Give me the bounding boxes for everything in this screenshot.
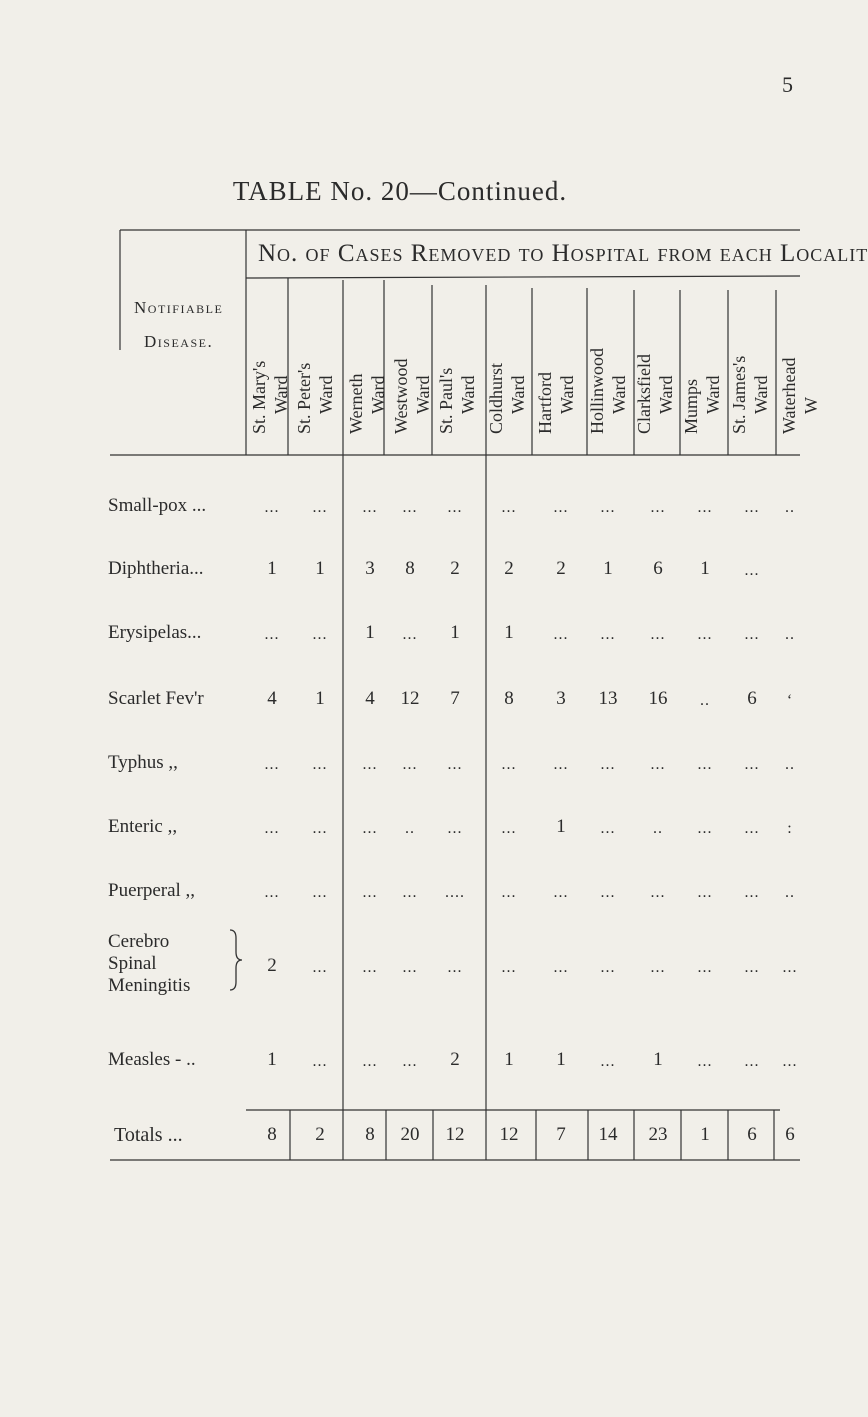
- table-cell: ...: [447, 756, 463, 773]
- table-cell: 12: [445, 1124, 465, 1145]
- table-cell: 12: [400, 688, 420, 709]
- column-header-name: St. Paul's: [436, 367, 456, 434]
- table-cell: ...: [402, 1053, 418, 1070]
- column-header: [586, 278, 631, 438]
- column-header-suffix: Ward: [413, 375, 433, 414]
- table-cell: ...: [553, 626, 569, 643]
- table-cell: ...: [600, 820, 616, 837]
- table-cell: 1: [315, 558, 325, 579]
- column-header-name: Werneth: [346, 373, 366, 434]
- table-cell: ...: [744, 820, 760, 837]
- brace-icon: [230, 930, 242, 990]
- column-header-suffix: Ward: [751, 375, 771, 414]
- column-header-name: St. James's: [729, 355, 749, 434]
- cerebro-label: Cerebro: [108, 931, 170, 952]
- table-cell: ...: [312, 1053, 328, 1070]
- table-cell: ...: [312, 884, 328, 901]
- header-group-title: No. of Cases Removed to Hospital from each Localit: [258, 240, 868, 267]
- table-cell: ...: [697, 959, 713, 976]
- table-cell: 4: [365, 688, 375, 709]
- table-cell: ...: [264, 626, 280, 643]
- table-cell: ...: [650, 959, 666, 976]
- disease-header-line1: Notifiable: [134, 298, 224, 317]
- table-cell: ...: [600, 884, 616, 901]
- table-cell: 8: [405, 558, 415, 579]
- column-header: [728, 278, 776, 438]
- table-cell: ...: [650, 884, 666, 901]
- table-cell: ...: [501, 499, 517, 516]
- table-cell: 1: [556, 816, 566, 837]
- row-label: Erysipelas...: [108, 622, 202, 643]
- table-cell: ...: [264, 499, 280, 516]
- table-cell: ...: [501, 756, 517, 773]
- table-cell: ...: [600, 1053, 616, 1070]
- table-cell: ...: [362, 884, 378, 901]
- table-cell: :: [787, 820, 793, 837]
- table-cell: ...: [362, 1053, 378, 1070]
- table-cell: 8: [267, 1124, 277, 1145]
- table-cell: 23: [648, 1124, 668, 1145]
- table-cell: ..: [405, 820, 415, 837]
- table-cell: ...: [697, 756, 713, 773]
- table-cell: ...: [553, 499, 569, 516]
- table-cell: ...: [697, 499, 713, 516]
- table-cell: ...: [600, 756, 616, 773]
- column-header-name: Westwood: [391, 358, 411, 434]
- table-cell: 3: [556, 688, 566, 709]
- column-header-suffix: Ward: [703, 375, 723, 414]
- table-cell: ..: [700, 692, 710, 709]
- table-cell: ..: [785, 499, 795, 516]
- column-header-suffix: Ward: [458, 375, 478, 414]
- column-header: [778, 278, 821, 438]
- table-cell: ...: [553, 756, 569, 773]
- table-cell: ...: [697, 884, 713, 901]
- table-cell: ...: [744, 626, 760, 643]
- table-title: TABLE No. 20—Continued.: [232, 176, 568, 206]
- table-cell: 6: [747, 688, 757, 709]
- table-cell: ...: [697, 626, 713, 643]
- table-cell: 1: [504, 622, 514, 643]
- column-header: [345, 278, 388, 438]
- table-cell: 2: [504, 558, 514, 579]
- table-cell: ...: [650, 626, 666, 643]
- table-cell: ..: [653, 820, 663, 837]
- table-cell: ...: [312, 820, 328, 837]
- table-cell: 1: [653, 1049, 663, 1070]
- table-cell: 7: [450, 688, 460, 709]
- table-cell: ....: [445, 884, 465, 901]
- table-cell: ...: [402, 959, 418, 976]
- table-cell: ...: [744, 499, 760, 516]
- table-cell: ...: [362, 820, 378, 837]
- cerebro-label: Spinal: [108, 953, 157, 974]
- table-cell: 1: [700, 1124, 710, 1145]
- column-header-suffix: Ward: [271, 375, 291, 414]
- cerebro-label: Meningitis: [108, 975, 191, 996]
- table-cell: ...: [264, 820, 280, 837]
- table-cell: 1: [267, 1049, 277, 1070]
- table-cell: ..: [785, 626, 795, 643]
- table-cell: 7: [556, 1124, 566, 1145]
- table-cell: ...: [402, 626, 418, 643]
- column-header: [248, 278, 291, 438]
- table-cell: 3: [365, 558, 375, 579]
- column-header: [485, 278, 532, 438]
- row-label: Enteric ,,: [108, 816, 178, 837]
- table-cell: 2: [315, 1124, 325, 1145]
- column-header-name: Clarksfield: [634, 354, 654, 434]
- table-cell: ...: [553, 959, 569, 976]
- table-cell: ...: [782, 959, 798, 976]
- row-label: Puerperal ,,: [108, 880, 196, 901]
- table-cell: 20: [400, 1124, 420, 1145]
- column-header: [633, 278, 678, 438]
- table-cell: ...: [402, 756, 418, 773]
- column-header: [435, 278, 483, 438]
- table-cell: 2: [556, 558, 566, 579]
- table-cell: ...: [744, 756, 760, 773]
- column-header-suffix: Ward: [557, 375, 577, 414]
- table-cell: ...: [362, 756, 378, 773]
- table-cell: 1: [603, 558, 613, 579]
- column-header-suffix: W: [801, 397, 821, 414]
- table-cell: ...: [447, 820, 463, 837]
- table-cell: ...: [744, 1053, 760, 1070]
- disease-header-line2: Disease.: [144, 332, 214, 351]
- table-cell: ...: [501, 820, 517, 837]
- table-cell: ..: [785, 884, 795, 901]
- column-header-suffix: Ward: [316, 375, 336, 414]
- table-cell: ...: [402, 884, 418, 901]
- table-cell: ...: [744, 959, 760, 976]
- table-cell: 1: [700, 558, 710, 579]
- table-cell: ...: [501, 959, 517, 976]
- table-cell: 12: [499, 1124, 519, 1145]
- table-cell: ...: [402, 499, 418, 516]
- column-header-name: St. Peter's: [294, 362, 314, 434]
- table-cell: ...: [600, 626, 616, 643]
- table-cell: ...: [782, 1053, 798, 1070]
- page-number: 5: [782, 72, 793, 97]
- table-cell: ...: [447, 959, 463, 976]
- table-cell: ...: [600, 959, 616, 976]
- table-cell: ...: [362, 959, 378, 976]
- column-header-suffix: Ward: [656, 375, 676, 414]
- column-header-name: Mumps: [681, 378, 701, 434]
- table-cell: 2: [267, 955, 277, 976]
- row-label: Scarlet Fev'r: [108, 688, 204, 709]
- table-cell: 2: [450, 1049, 460, 1070]
- column-header-name: St. Mary's: [249, 360, 269, 434]
- table-cell: ...: [744, 884, 760, 901]
- table-cell: 1: [267, 558, 277, 579]
- table-cell: 6: [785, 1124, 795, 1145]
- table-cell: 2: [450, 558, 460, 579]
- row-label: Typhus ,,: [108, 752, 178, 773]
- table-cell: ...: [697, 1053, 713, 1070]
- table-cell: ...: [501, 884, 517, 901]
- column-header-name: Waterhead: [779, 357, 799, 434]
- table-cell: 1: [315, 688, 325, 709]
- table-cell: 6: [653, 558, 663, 579]
- table-cell: 16: [648, 688, 668, 709]
- table-cell: 13: [598, 688, 618, 709]
- row-label: Measles - ..: [108, 1049, 196, 1070]
- table-cell: ...: [264, 884, 280, 901]
- column-header: [293, 278, 343, 438]
- column-header-name: Hartford: [535, 372, 555, 434]
- table-cell: ...: [312, 499, 328, 516]
- table-cell: ...: [312, 626, 328, 643]
- table-cell: ...: [447, 499, 463, 516]
- table-cell: 4: [267, 688, 277, 709]
- column-header-name: Hollinwood: [587, 347, 607, 434]
- table-cell: ..: [785, 756, 795, 773]
- column-header-suffix: Ward: [368, 375, 388, 414]
- column-header: [680, 278, 726, 438]
- table-cell: 8: [365, 1124, 375, 1145]
- row-label: Small-pox ...: [108, 495, 207, 516]
- table-cell: 1: [556, 1049, 566, 1070]
- table-cell: ...: [697, 820, 713, 837]
- table-cell: 1: [365, 622, 375, 643]
- column-header: [390, 278, 433, 438]
- table-cell: ...: [600, 499, 616, 516]
- table-cell: ...: [650, 756, 666, 773]
- table-cell: ...: [264, 756, 280, 773]
- table-cell: 8: [504, 688, 514, 709]
- table-cell: ...: [744, 562, 760, 579]
- table-cell: 14: [598, 1124, 618, 1145]
- column-header-name: Coldhurst: [486, 362, 506, 434]
- row-label: Diphtheria...: [108, 558, 204, 579]
- table-cell: ...: [553, 884, 569, 901]
- column-header-suffix: Ward: [609, 375, 629, 414]
- column-header: [534, 278, 584, 438]
- table-cell: 1: [504, 1049, 514, 1070]
- table-cell: ...: [312, 959, 328, 976]
- table-cell: ...: [650, 499, 666, 516]
- table-cell: ...: [362, 499, 378, 516]
- totals-label: Totals ...: [114, 1124, 183, 1146]
- table-cell: 1: [450, 622, 460, 643]
- table-cell: ...: [312, 756, 328, 773]
- column-header-suffix: Ward: [508, 375, 528, 414]
- table-cell: 6: [747, 1124, 757, 1145]
- table-cell: ‘: [786, 692, 794, 709]
